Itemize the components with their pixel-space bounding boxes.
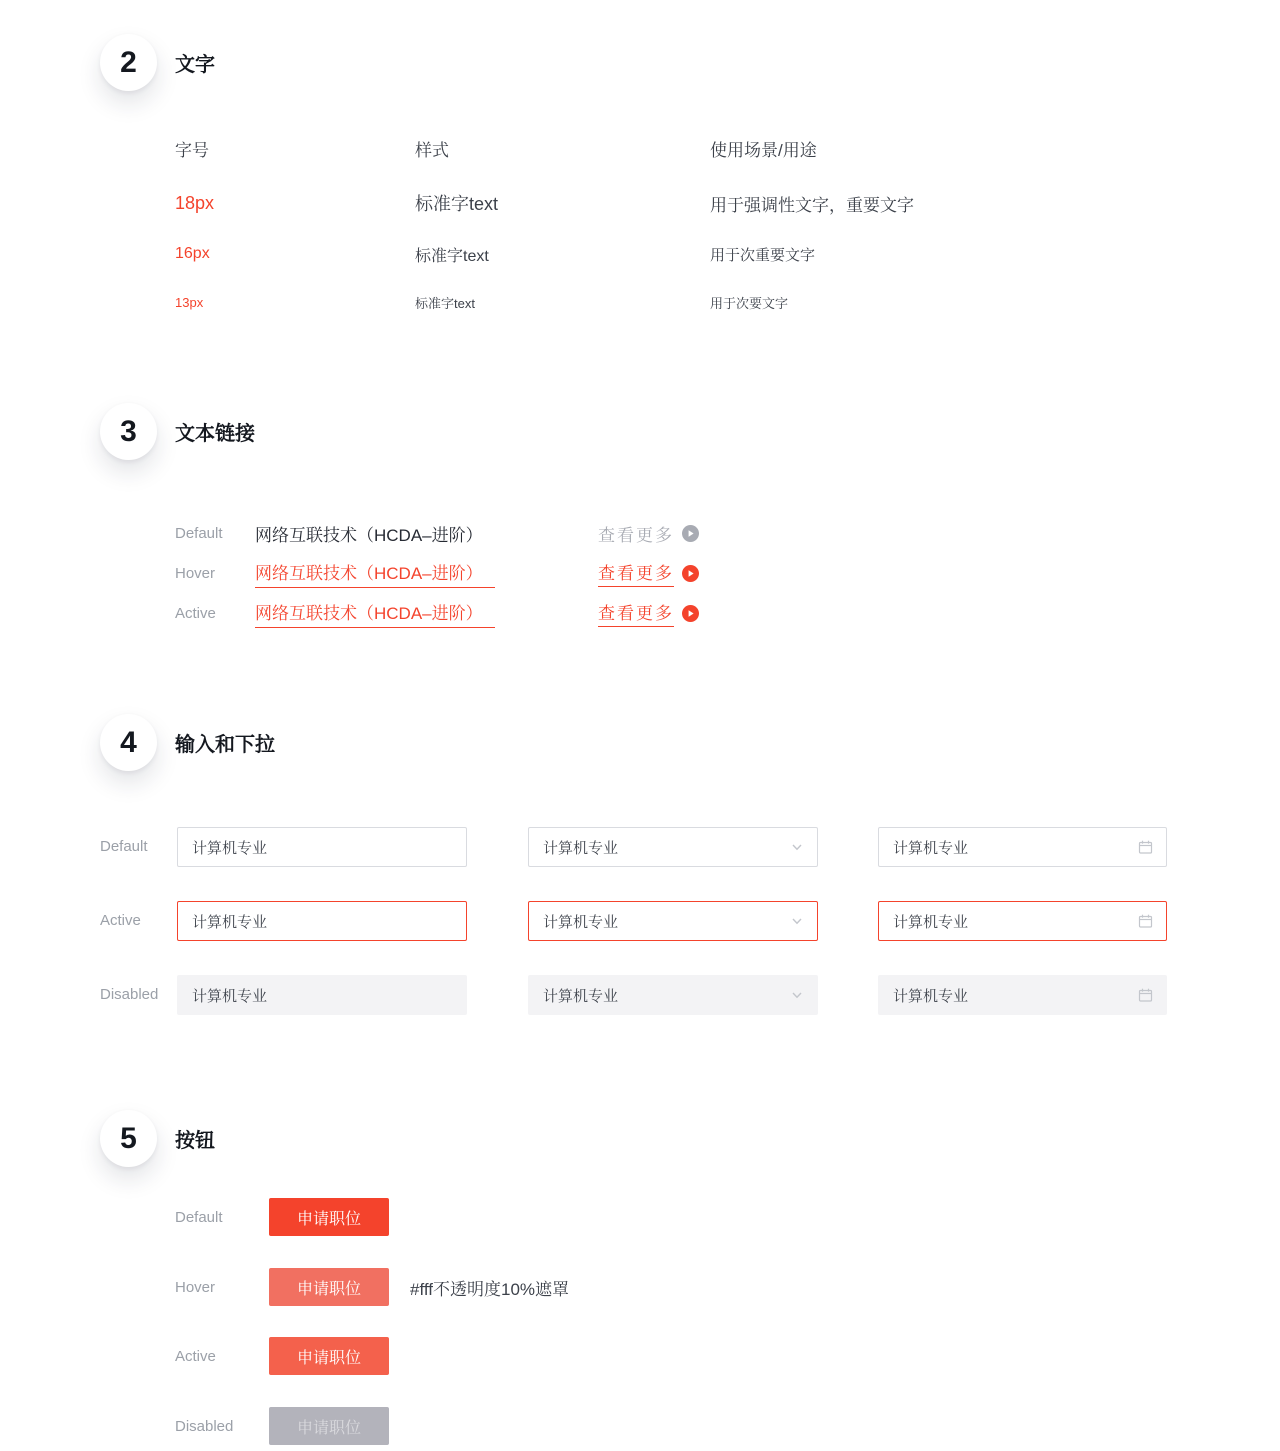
- select-value: 计算机专业: [543, 913, 619, 931]
- section-title-typography: 文字: [175, 54, 215, 76]
- text-input[interactable]: [177, 901, 467, 941]
- select-field[interactable]: [528, 901, 818, 941]
- calendar-icon: [1138, 988, 1153, 1003]
- section-title-textlinks: 文本链接: [175, 423, 255, 445]
- section-number-badge: [100, 34, 157, 91]
- view-more-group: [598, 521, 699, 546]
- typography-table-header: [175, 136, 1175, 160]
- apply-job-button[interactable]: 申请职位: [269, 1268, 389, 1306]
- apply-job-button[interactable]: 申请职位: [269, 1337, 389, 1375]
- date-value: 计算机专业: [893, 913, 969, 931]
- font-style-sample: 标准字text: [415, 295, 475, 311]
- date-value: 计算机专业: [893, 987, 969, 1005]
- font-size-value: 16px: [175, 245, 210, 262]
- chevron-down-icon: [790, 914, 804, 928]
- section-inputs-header: [100, 714, 275, 771]
- text-input[interactable]: [177, 827, 467, 867]
- button-row-active: [175, 1337, 389, 1375]
- date-field[interactable]: [878, 901, 1167, 941]
- font-style-sample: 标准字text: [415, 247, 489, 265]
- state-label: Active: [175, 604, 216, 622]
- select-value: 计算机专业: [543, 839, 619, 857]
- view-more-group: [598, 599, 699, 627]
- state-label: Active: [175, 1347, 216, 1365]
- state-label: Default: [100, 838, 148, 855]
- play-circle-icon[interactable]: [682, 605, 699, 622]
- calendar-icon: [1138, 914, 1153, 929]
- textlink-row-hover: [175, 558, 875, 588]
- input-row-disabled: [100, 975, 1180, 1015]
- view-more-group: [598, 559, 699, 587]
- course-link[interactable]: 网络互联技术（HCDA–进阶）: [255, 525, 483, 545]
- font-usage-text: 用于强调性文字，重要文字: [710, 195, 914, 215]
- section-number: 5: [120, 1121, 137, 1155]
- view-more-link[interactable]: 查看更多: [598, 599, 674, 627]
- section-number: 4: [120, 725, 137, 759]
- typography-row-16px: [175, 238, 1175, 270]
- section-number-badge: [100, 714, 157, 771]
- select-field-disabled: [528, 975, 818, 1015]
- font-usage-text: 用于次要文字: [710, 295, 789, 311]
- font-size-value: 18px: [175, 192, 215, 213]
- course-link[interactable]: 网络互联技术（HCDA–进阶）: [255, 559, 495, 588]
- font-usage-text: 用于次重要文字: [710, 246, 816, 264]
- button-row-disabled: [175, 1407, 389, 1445]
- calendar-icon: [1138, 840, 1153, 855]
- section-number: 3: [120, 414, 137, 448]
- section-textlinks-header: [100, 403, 255, 460]
- chevron-down-icon: [790, 840, 804, 854]
- state-label: Default: [175, 1208, 223, 1226]
- state-label: Hover: [175, 1278, 216, 1296]
- hover-overlay-note: #fff不透明度10%遮罩: [410, 1279, 570, 1299]
- column-header-style: 样式: [415, 140, 449, 160]
- chevron-down-icon: [790, 988, 804, 1002]
- textlink-row-default: [175, 518, 875, 548]
- state-label: Default: [175, 524, 223, 542]
- typography-row-13px: [175, 288, 1175, 316]
- course-link[interactable]: 网络互联技术（HCDA–进阶）: [255, 599, 495, 628]
- state-label: Disabled: [100, 986, 159, 1003]
- state-label: Disabled: [175, 1417, 234, 1435]
- textlink-row-active: [175, 598, 875, 628]
- section-number-badge: [100, 1110, 157, 1167]
- play-circle-icon[interactable]: [682, 525, 699, 542]
- view-more-link[interactable]: 查看更多: [598, 559, 674, 587]
- apply-job-button-disabled: 申请职位: [269, 1407, 389, 1445]
- font-style-sample: 标准字text: [415, 194, 499, 214]
- input-row-default: [100, 827, 1180, 867]
- play-circle-icon[interactable]: [682, 565, 699, 582]
- state-label: Hover: [175, 564, 216, 582]
- section-number: 2: [120, 45, 137, 79]
- apply-job-button[interactable]: 申请职位: [269, 1198, 389, 1236]
- typography-row-18px: [175, 186, 1175, 220]
- section-title-buttons: 按钮: [175, 1130, 215, 1152]
- font-size-value: 13px: [175, 294, 204, 310]
- date-value: 计算机专业: [893, 839, 969, 857]
- input-row-active: [100, 901, 1180, 941]
- state-label: Active: [100, 912, 141, 929]
- section-typography-header: [100, 34, 215, 91]
- column-header-size: 字号: [175, 140, 209, 160]
- select-value: 计算机专业: [543, 987, 619, 1005]
- section-title-inputs: 输入和下拉: [175, 734, 275, 756]
- view-more-link[interactable]: 查看更多: [598, 525, 674, 545]
- column-header-usage: 使用场景/用途: [710, 140, 817, 160]
- date-field-disabled: [878, 975, 1167, 1015]
- text-input-disabled: [177, 975, 467, 1015]
- date-field[interactable]: [878, 827, 1167, 867]
- button-row-hover: [175, 1268, 569, 1306]
- section-buttons-header: [100, 1110, 215, 1167]
- button-row-default: [175, 1198, 389, 1236]
- select-field[interactable]: [528, 827, 818, 867]
- section-number-badge: [100, 403, 157, 460]
